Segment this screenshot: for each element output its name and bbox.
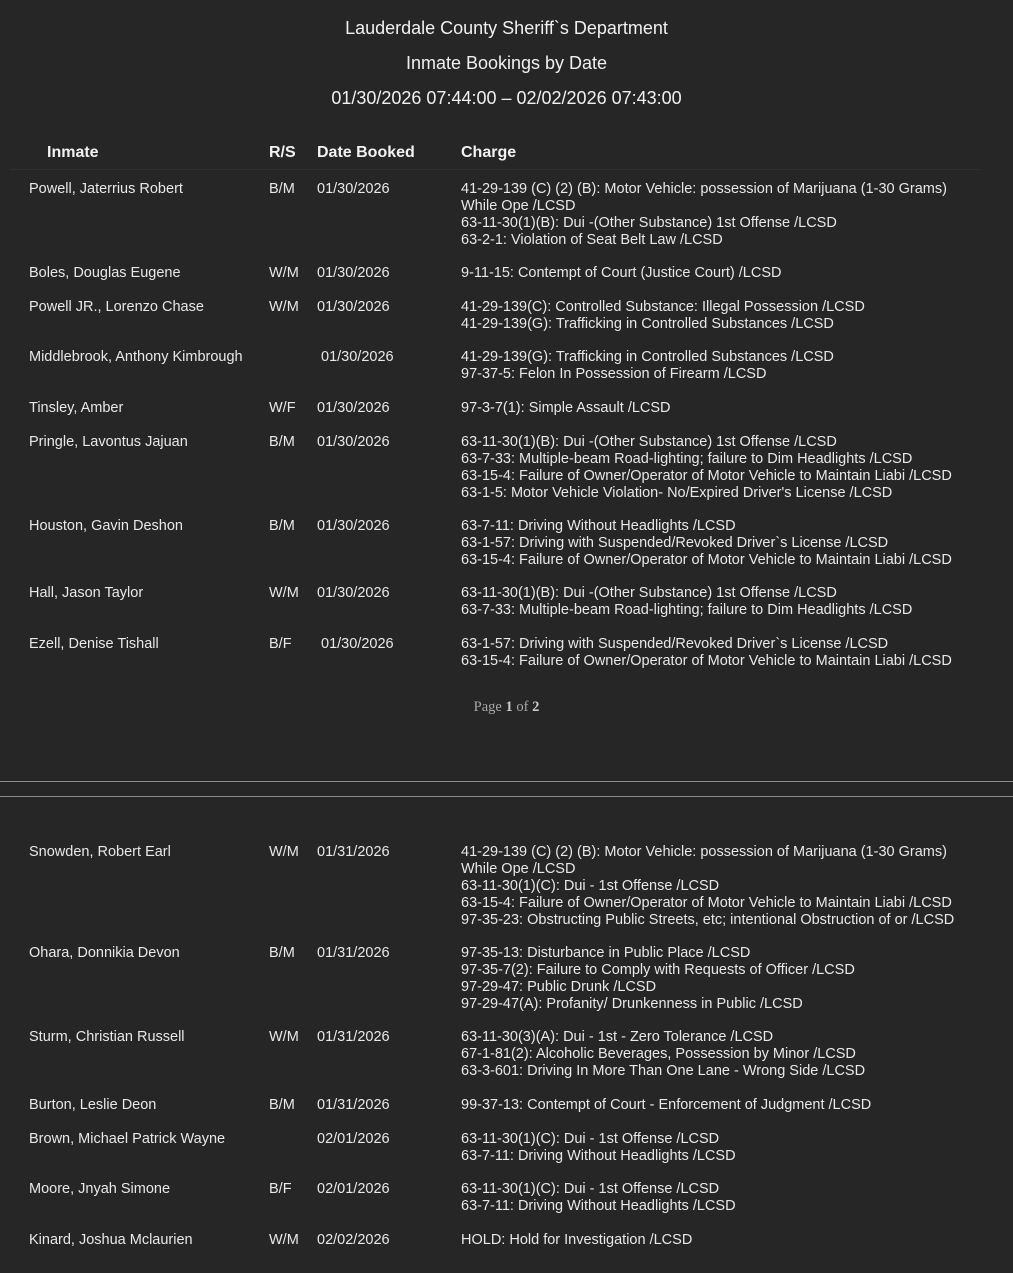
charge-line: 63-7-11: Driving Without Headlights /LCSD (461, 518, 736, 534)
charges (461, 265, 781, 282)
charge-line: 41-29-139(G): Trafficking in Controlled Substances /LCSD (461, 349, 834, 365)
charge-line: 63-7-11: Driving Without Headlights /LCSD (461, 1198, 736, 1214)
charges (461, 636, 952, 670)
charge-line: 67-1-81(2): Alcoholic Beverages, Possession by Minor /LCSD (461, 1046, 856, 1062)
page-indicator: Page 1 of 2 (473, 699, 540, 715)
charge-line: 63-11-30(1)(C): Dui - 1st Offense /LCSD (461, 878, 720, 894)
race-sex: W/M (269, 1029, 299, 1045)
report-subtitle: Inmate Bookings by Date (405, 53, 608, 73)
charge-line: 99-37-13: Contempt of Court - Enforcement of Judgment /LCSD (461, 1097, 872, 1113)
inmate-name: Brown, Michael Patrick Wayne (29, 1131, 226, 1147)
charges (461, 518, 952, 569)
date-range: 01/30/2026 07:44:00 – 02/02/2026 07:43:00 (331, 88, 682, 108)
charge-line: While Ope /LCSD (461, 198, 576, 214)
charge-line: 63-11-30(3)(A): Dui - 1st - Zero Tolerance /LCSD (461, 1029, 774, 1045)
column-header-inmate: Inmate (47, 144, 99, 161)
inmate-name: Houston, Gavin Deshon (29, 518, 183, 534)
charge-line: 63-15-4: Failure of Owner/Operator of Motor Vehicle to Maintain Liabi /LCSD (461, 468, 952, 484)
charge-line: 63-7-11: Driving Without Headlights /LCSD (461, 1148, 736, 1164)
inmate-name: Hall, Jason Taylor (29, 585, 144, 601)
page-break-line (0, 781, 1013, 782)
charge-line: 41-29-139 (C) (2) (B): Motor Vehicle: possession of Marijuana (1-30 Grams) (461, 181, 947, 197)
charge-line: 41-29-139(G): Trafficking in Controlled Substances /LCSD (461, 316, 834, 332)
race-sex: W/M (269, 265, 299, 281)
inmate-name: Tinsley, Amber (29, 400, 124, 416)
race-sex: W/M (269, 585, 299, 601)
inmate-name: Kinard, Joshua Mclaurien (29, 1232, 193, 1248)
inmate-name: Burton, Leslie Deon (29, 1097, 157, 1113)
date-booked: 01/31/2026 (317, 844, 390, 860)
charges (461, 434, 952, 502)
charges (461, 1181, 736, 1215)
race-sex: B/M (269, 945, 295, 961)
inmate-name: Ezell, Denise Tishall (29, 636, 159, 652)
race-sex: B/F (269, 1181, 292, 1197)
date-booked: 02/02/2026 (317, 1232, 390, 1248)
race-sex: B/M (269, 434, 295, 450)
charge-line: 63-2-1: Violation of Seat Belt Law /LCSD (461, 232, 723, 248)
inmate-name: Snowden, Robert Earl (29, 844, 171, 860)
charges (461, 1232, 692, 1249)
date-booked: 01/30/2026 (317, 585, 390, 601)
charges (461, 400, 671, 417)
charge-line: 41-29-139 (C) (2) (B): Motor Vehicle: possession of Marijuana (1-30 Grams) (461, 844, 947, 860)
charge-line: 63-11-30(1)(B): Dui -(Other Substance) 1st Offense /LCSD (461, 215, 837, 231)
charge-line: While Ope /LCSD (461, 861, 576, 877)
charge-line: 63-7-33: Multiple-beam Road-lighting; failure to Dim Headlights /LCSD (461, 451, 913, 467)
date-booked: 02/01/2026 (317, 1131, 390, 1147)
charges (461, 1097, 871, 1114)
charge-line: 63-7-33: Multiple-beam Road-lighting; failure to Dim Headlights /LCSD (461, 602, 913, 618)
date-booked: 01/30/2026 (317, 299, 390, 315)
charge-line: 63-1-57: Driving with Suspended/Revoked Driver`s License /LCSD (461, 636, 889, 652)
date-booked: 01/31/2026 (317, 945, 390, 961)
charge-line: 97-35-13: Disturbance in Public Place /LCSD (461, 945, 751, 961)
charge-line: 63-1-5: Motor Vehicle Violation- No/Expired Driver's License /LCSD (461, 485, 893, 501)
charge-line: 63-11-30(1)(B): Dui -(Other Substance) 1st Offense /LCSD (461, 585, 837, 601)
race-sex: W/M (269, 844, 299, 860)
charge-line: 63-15-4: Failure of Owner/Operator of Motor Vehicle to Maintain Liabi /LCSD (461, 653, 952, 669)
charges (461, 349, 834, 383)
charge-line: 97-35-23: Obstructing Public Streets, etc; intentional Obstruction of or /LCSD (461, 912, 955, 928)
charge-line: 63-3-601: Driving In More Than One Lane - Wrong Side /LCSD (461, 1063, 866, 1079)
charge-line: 97-3-7(1): Simple Assault /LCSD (461, 400, 671, 416)
inmate-name: Boles, Douglas Eugene (29, 265, 181, 281)
inmate-name: Moore, Jnyah Simone (29, 1181, 171, 1197)
charge-line: 41-29-139(C): Controlled Substance: Illegal Possession /LCSD (461, 299, 865, 315)
charges (461, 945, 855, 1013)
race-sex: B/M (269, 1097, 295, 1113)
charges (461, 299, 865, 333)
charge-line: 63-15-4: Failure of Owner/Operator of Motor Vehicle to Maintain Liabi /LCSD (461, 552, 952, 568)
charges (461, 844, 954, 929)
date-booked: 01/30/2026 (317, 434, 390, 450)
date-booked: 01/30/2026 (317, 181, 390, 197)
inmate-name: Ohara, Donnikia Devon (29, 945, 180, 961)
inmate-name: Middlebrook, Anthony Kimbrough (29, 349, 243, 365)
charge-line: 63-1-57: Driving with Suspended/Revoked Driver`s License /LCSD (461, 535, 889, 551)
inmate-name: Powell, Jaterrius Robert (29, 181, 183, 197)
column-header-date: Date Booked (317, 144, 415, 161)
date-booked: 01/30/2026 (317, 400, 390, 416)
charge-line: 97-29-47(A): Profanity/ Drunkenness in Public /LCSD (461, 996, 803, 1012)
inmate-name: Powell JR., Lorenzo Chase (29, 299, 204, 315)
page-break-line (0, 796, 1013, 797)
race-sex: B/F (269, 636, 292, 652)
race-sex: B/M (269, 518, 295, 534)
charges (461, 1131, 736, 1165)
race-sex: B/M (269, 181, 295, 197)
column-header-charge: Charge (461, 144, 517, 161)
charges (461, 1029, 865, 1080)
date-booked: 01/31/2026 (317, 1097, 390, 1113)
column-header-rs: R/S (269, 144, 296, 161)
charge-line: 63-15-4: Failure of Owner/Operator of Motor Vehicle to Maintain Liabi /LCSD (461, 895, 952, 911)
charge-line: 97-35-7(2): Failure to Comply with Requests of Officer /LCSD (461, 962, 855, 978)
charge-line: 63-11-30(1)(B): Dui -(Other Substance) 1st Offense /LCSD (461, 434, 837, 450)
race-sex: W/F (269, 400, 296, 416)
date-booked: 01/30/2026 (321, 636, 394, 652)
date-booked: 01/31/2026 (317, 1029, 390, 1045)
charges (461, 585, 912, 619)
date-booked: 02/01/2026 (317, 1181, 390, 1197)
date-booked: 01/30/2026 (317, 265, 390, 281)
inmate-name: Pringle, Lavontus Jajuan (29, 434, 188, 450)
charge-line: 9-11-15: Contempt of Court (Justice Court) /LCSD (461, 265, 782, 281)
race-sex: W/M (269, 1232, 299, 1248)
charge-line: 63-11-30(1)(C): Dui - 1st Offense /LCSD (461, 1131, 720, 1147)
report-title: Lauderdale County Sheriff`s Department (345, 18, 668, 38)
charge-line: 97-37-5: Felon In Possession of Firearm /LCSD (461, 366, 767, 382)
inmate-name: Sturm, Christian Russell (29, 1029, 185, 1045)
charge-line: HOLD: Hold for Investigation /LCSD (461, 1232, 693, 1248)
race-sex: W/M (269, 299, 299, 315)
date-booked: 01/30/2026 (321, 349, 394, 365)
date-booked: 01/30/2026 (317, 518, 390, 534)
charges (461, 181, 947, 249)
header-divider (10, 169, 980, 170)
charge-line: 97-29-47: Public Drunk /LCSD (461, 979, 657, 995)
charge-line: 63-11-30(1)(C): Dui - 1st Offense /LCSD (461, 1181, 720, 1197)
